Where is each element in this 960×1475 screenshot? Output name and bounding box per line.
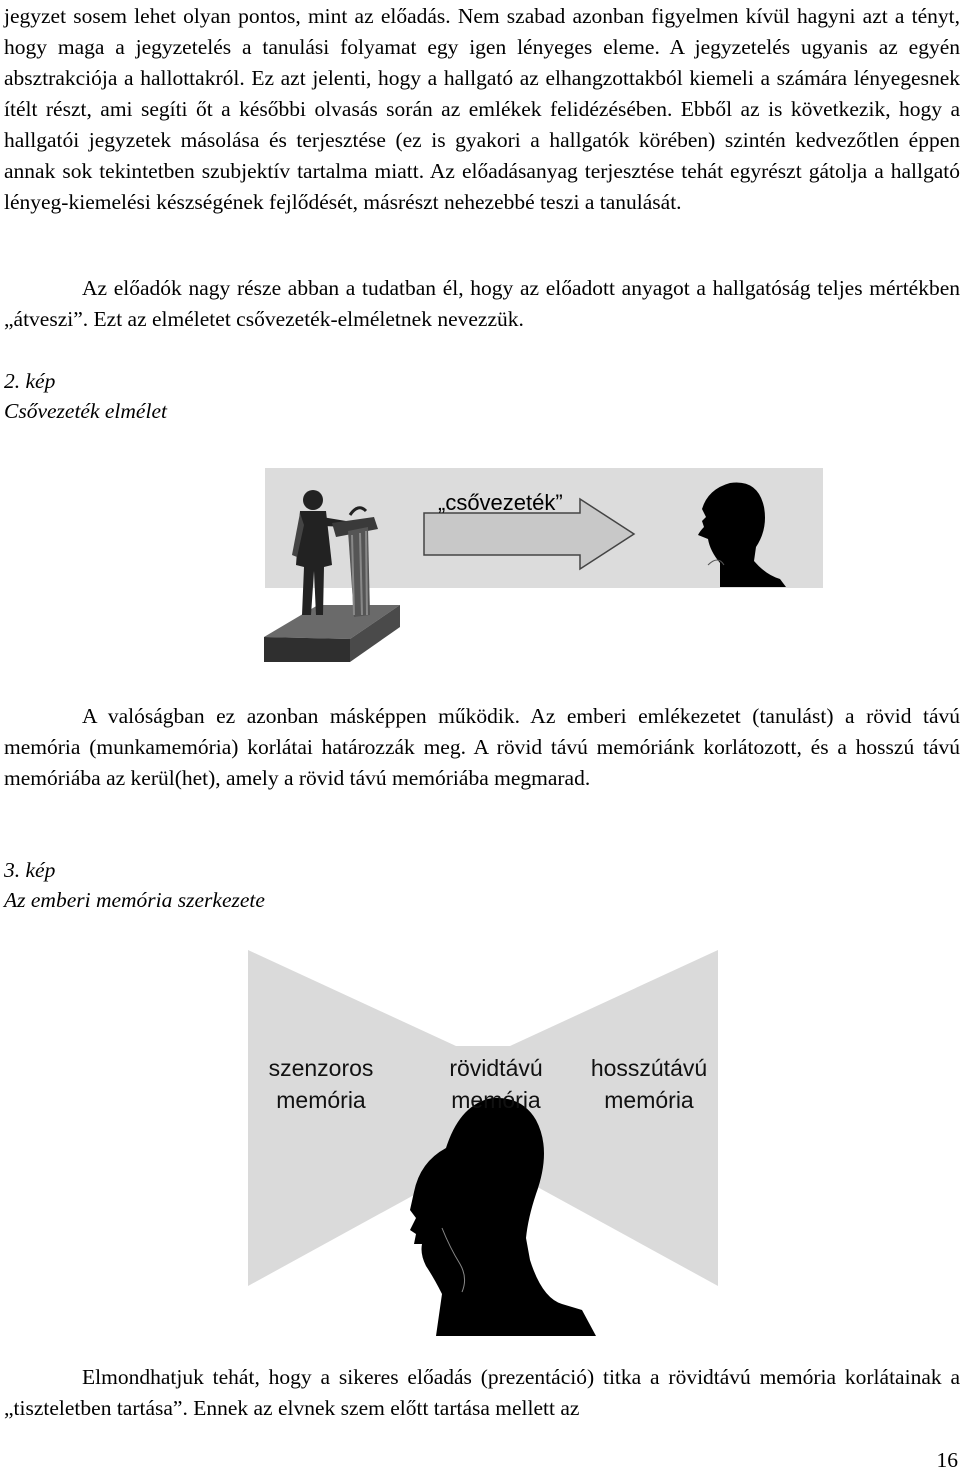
short-term-memory-label-1: rövidtávú <box>449 1055 543 1081</box>
figure2-title: Csővezeték elmélet <box>4 399 167 423</box>
paragraph-reality: A valóságban ez azonban másképpen működik. Az emberi emlékezetet (tanulást) a rövid távú memória (munkamemória) korlátai határozzák meg. A rövid távú memóriánk korlátozott, és a hosszú távú memóriába az kerül(het), amely a rövid távú memóriába megmarad. <box>4 704 960 790</box>
pipeline-label: „csővezeték” <box>438 490 563 515</box>
figure2-number: 2. kép <box>4 369 56 393</box>
sensory-memory-label-1: szenzoros <box>268 1055 374 1081</box>
paragraph-pipeline-theory: Az előadók nagy része abban a tudatban él, hogy az előadott anyagot a hallgatóság teljes mértékben „átveszi”. Ezt az elméletet csővezeték-elméletnek nevezzük. <box>4 276 960 331</box>
memory-figure <box>246 948 720 1338</box>
paragraph-notes: jegyzet sosem lehet olyan pontos, mint az előadás. Nem szabad azonban figyelmen kívül hagyni azt a tényt, hogy maga a jegyzetelés a tanulási folyamat egy igen lényeges eleme. A jegyzetelés ugyanis az egyén absztrakciója a hallottakról. Ez azt jelenti, hogy a hallgató az elhangzottakból kiemeli a számára lényegesnek ítélt részt, ami segíti őt a későbbi olvasás során az emlékek felidézésében. Ebből az is következik, hogy a hallgatói jegyzetek másolása és terjesztése (ez is gyakori a hallgatók körében) szintén kedvezőtlen éppen annak sok tekintetben szubjektív tartalma miatt. Az előadásanyag terjesztése tehát egyrészt gátolja a hallgató lényeg-kiemelési készségének fejlődését, másrészt nehezebbé teszi a tanulását. <box>4 4 960 214</box>
paragraph-conclusion: Elmondhatjuk tehát, hogy a sikeres előadás (prezentáció) titka a rövidtávú memória korlátainak a „tiszteletben tartása”. Ennek az elvnek szem előtt tartása mellett az <box>4 1365 960 1420</box>
figure3-title: Az emberi memória szerkezete <box>4 888 265 912</box>
page-number: 16 <box>936 1448 958 1472</box>
long-term-memory-label-1: hosszútávú <box>590 1055 708 1081</box>
sensory-memory-label-2: memória <box>276 1087 366 1113</box>
long-term-memory-label-2: memória <box>604 1087 694 1113</box>
short-term-memory-label-2: memória <box>451 1087 541 1113</box>
figure3-number: 3. kép <box>4 858 56 882</box>
